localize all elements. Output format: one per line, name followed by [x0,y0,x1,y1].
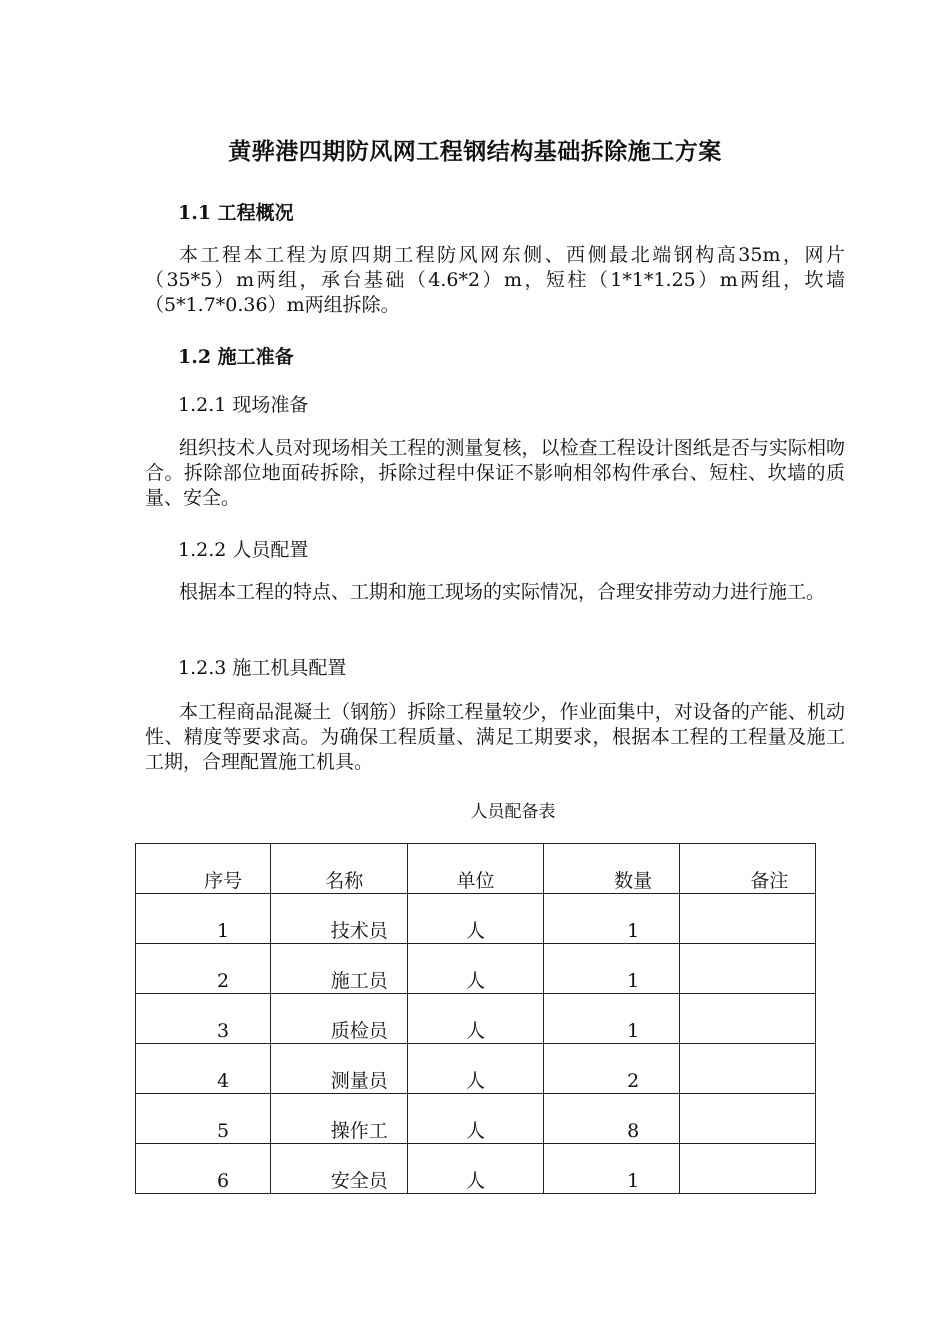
cell-remark [679,894,815,944]
header-cell-remark: 备注 [679,844,815,894]
table-row [136,1144,816,1194]
paragraph-overview: 本工程本工程为原四期工程防风网东侧、西侧最北端钢构高35m，网片（35*5）m两组，承台基础（4.6*2）m，短柱（1*1*1.25）m两组，坎墙（5*1.7*0.36）m两组拆除。 [145,244,845,316]
cell-quantity: 1 [543,994,679,1044]
cell-remark [679,1044,815,1094]
header-cell-index: 序号 [136,844,271,894]
table-header-row [136,844,816,894]
cell-remark [679,994,815,1044]
cell-unit: 人 [408,1094,543,1144]
cell-unit: 人 [408,894,543,944]
cell-unit: 人 [408,994,543,1044]
cell-unit: 人 [408,1144,543,1194]
cell-remark [679,944,815,994]
cell-quantity: 1 [543,1144,679,1194]
table-row [136,944,816,994]
header-cell-quantity: 数量 [543,844,679,894]
cell-quantity: 1 [543,894,679,944]
table-row [136,894,816,944]
paragraph-site-prep: 组织技术人员对现场相关工程的测量复核，以检查工程设计图纸是否与实际相吻合。拆除部位地面砖拆除，拆除过程中保证不影响相邻构件承台、短柱、坎墙的质量、安全。 [145,437,845,509]
cell-unit: 人 [408,1044,543,1094]
header-cell-name: 名称 [271,844,408,894]
cell-index: 5 [136,1094,271,1144]
paragraph-machinery: 本工程商品混凝土（钢筋）拆除工程量较少，作业面集中，对设备的产能、机动性、精度等要求高。为确保工程质量、满足工期要求，根据本工程的工程量及施工工期，合理配置施工机具。 [145,701,845,773]
cell-name: 安全员 [271,1144,408,1194]
cell-index: 1 [136,894,271,944]
table-row [136,1044,816,1094]
cell-quantity: 8 [543,1094,679,1144]
cell-quantity: 1 [543,944,679,994]
header-cell-unit: 单位 [408,844,543,894]
section-heading-preparation: 1.2 施工准备 [178,346,294,368]
cell-name: 施工员 [271,944,408,994]
cell-name: 测量员 [271,1044,408,1094]
table-row [136,994,816,1044]
table-caption: 人员配备表 [470,802,556,822]
subsection-heading-machinery: 1.2.3 施工机具配置 [178,657,347,679]
table-row [136,1094,816,1144]
subsection-heading-staff: 1.2.2 人员配置 [178,539,309,561]
cell-name: 操作工 [271,1094,408,1144]
cell-remark [679,1094,815,1144]
cell-name: 技术员 [271,894,408,944]
cell-quantity: 2 [543,1044,679,1094]
cell-index: 3 [136,994,271,1044]
staff-table [135,843,816,1194]
cell-index: 4 [136,1044,271,1094]
cell-remark [679,1144,815,1194]
subsection-heading-site-prep: 1.2.1 现场准备 [178,394,309,416]
document-title: 黄骅港四期防风网工程钢结构基础拆除施工方案 [228,138,722,165]
cell-unit: 人 [408,944,543,994]
section-heading-overview: 1.1 工程概况 [178,202,294,224]
cell-index: 6 [136,1144,271,1194]
cell-index: 2 [136,944,271,994]
cell-name: 质检员 [271,994,408,1044]
paragraph-staff: 根据本工程的特点、工期和施工现场的实际情况，合理安排劳动力进行施工。 [179,581,826,603]
